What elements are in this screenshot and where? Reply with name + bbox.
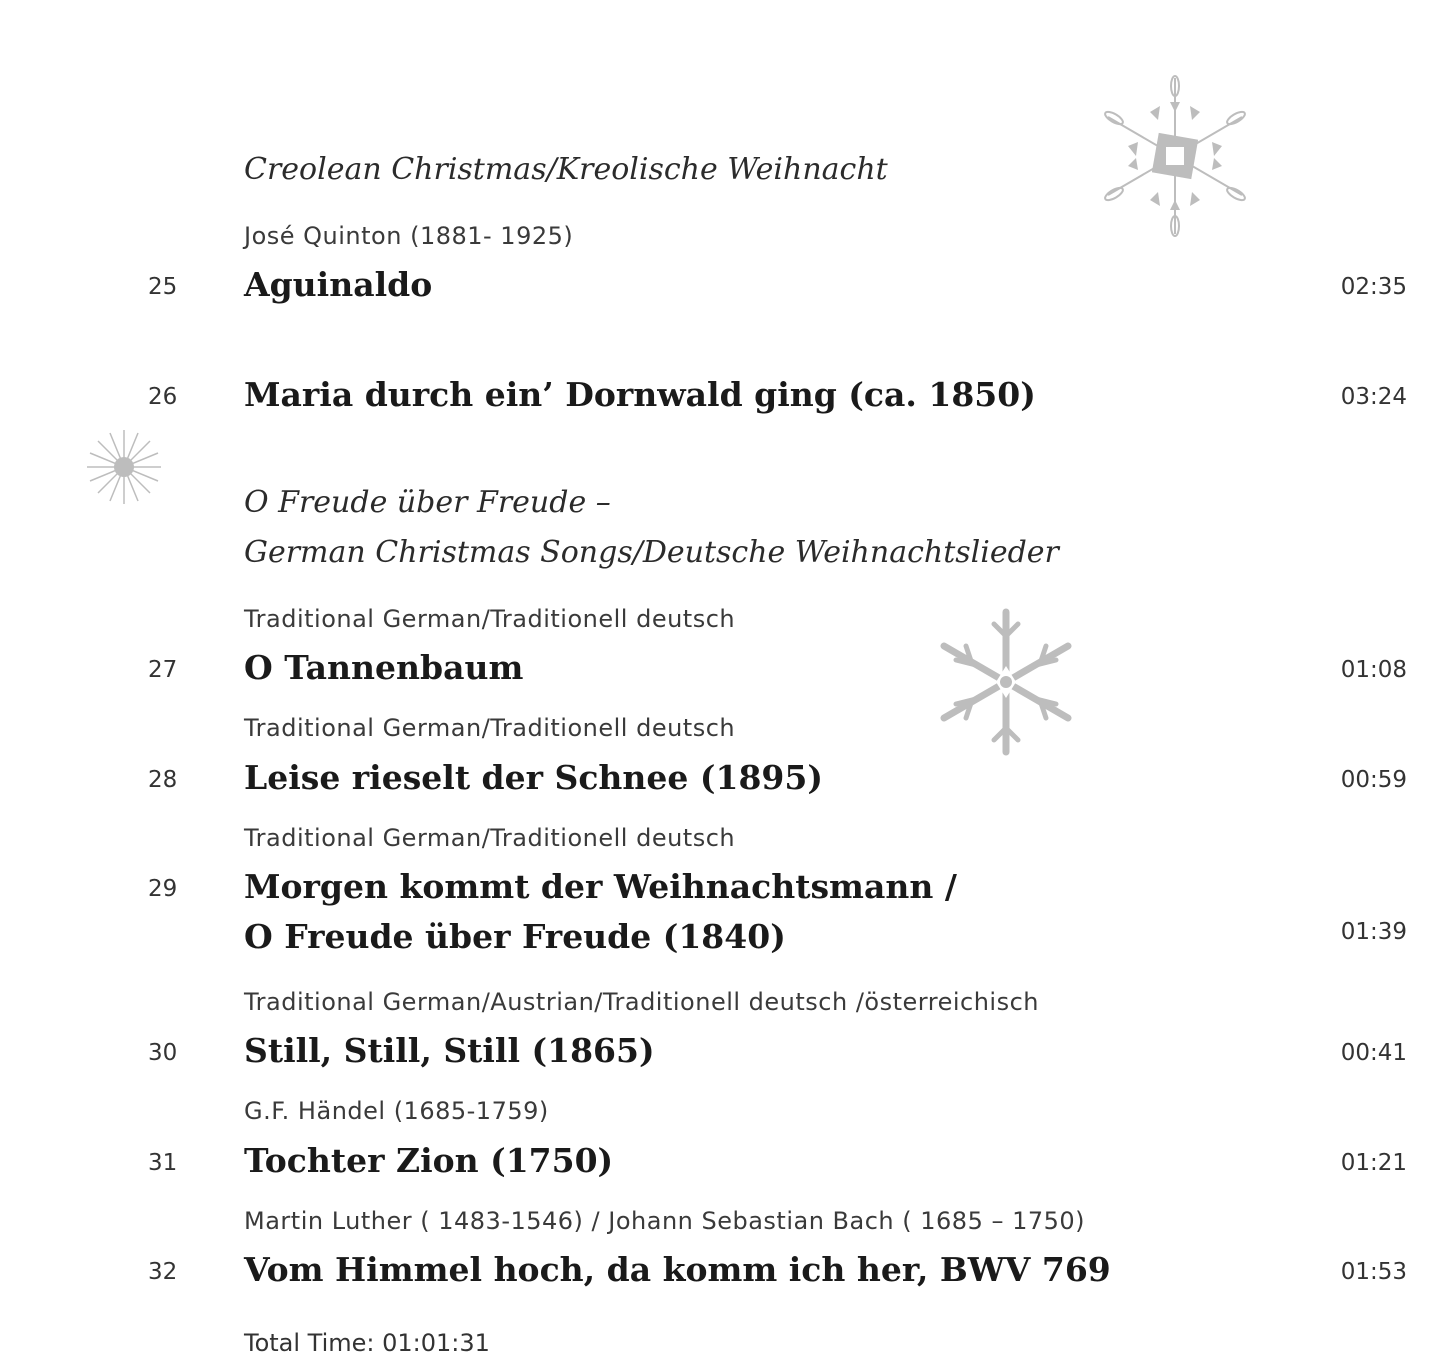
track-duration: 00:59 xyxy=(1340,767,1407,793)
track-number: 27 xyxy=(148,657,178,683)
section-title: O Freude über Freude – xyxy=(244,485,611,520)
track-number: 28 xyxy=(148,767,178,793)
track-title: Tochter Zion (1750) xyxy=(244,1141,614,1180)
track-composer: José Quinton (1881- 1925) xyxy=(244,222,574,250)
track-composer: G.F. Händel (1685-1759) xyxy=(244,1097,549,1125)
track-composer: Traditional German/Austrian/Traditionell deutsch /österreichisch xyxy=(244,988,1039,1016)
track-duration: 03:24 xyxy=(1340,384,1407,410)
track-title: Aguinaldo xyxy=(244,265,433,304)
track-duration: 01:53 xyxy=(1340,1259,1407,1285)
track-title: O Tannenbaum xyxy=(244,648,524,687)
track-composer: Traditional German/Traditionell deutsch xyxy=(244,714,736,742)
snowflake-icon xyxy=(1100,72,1250,240)
track-number: 29 xyxy=(148,876,178,902)
track-title: Maria durch ein’ Dornwald ging (ca. 1850) xyxy=(244,375,1036,414)
snowflake-icon xyxy=(936,606,1076,758)
track-title: Still, Still, Still (1865) xyxy=(244,1031,655,1070)
track-number: 32 xyxy=(148,1259,178,1285)
track-composer: Traditional German/Traditionell deutsch xyxy=(244,605,736,633)
track-duration: 02:35 xyxy=(1340,274,1407,300)
section-title: Creolean Christmas/Kreolische Weihnacht xyxy=(244,152,888,187)
track-composer: Martin Luther ( 1483-1546) / Johann Sebastian Bach ( 1685 – 1750) xyxy=(244,1207,1086,1235)
total-time: Total Time: 01:01:31 xyxy=(244,1329,490,1357)
track-duration: 01:21 xyxy=(1340,1150,1407,1176)
track-number: 25 xyxy=(148,274,178,300)
track-duration: 01:39 xyxy=(1340,919,1407,945)
track-duration: 00:41 xyxy=(1340,1040,1407,1066)
track-number: 31 xyxy=(148,1150,178,1176)
track-title-continued: O Freude über Freude (1840) xyxy=(244,917,786,956)
track-duration: 01:08 xyxy=(1340,657,1407,683)
track-title: Leise rieselt der Schnee (1895) xyxy=(244,758,823,797)
track-composer: Traditional German/Traditionell deutsch xyxy=(244,824,736,852)
track-title: Vom Himmel hoch, da komm ich her, BWV 769 xyxy=(244,1250,1111,1289)
track-number: 30 xyxy=(148,1040,178,1066)
track-title: Morgen kommt der Weihnachtsmann / xyxy=(244,867,957,906)
starburst-icon xyxy=(85,428,163,506)
section-subtitle: German Christmas Songs/Deutsche Weihnachtslieder xyxy=(244,535,1059,570)
track-number: 26 xyxy=(148,384,178,410)
